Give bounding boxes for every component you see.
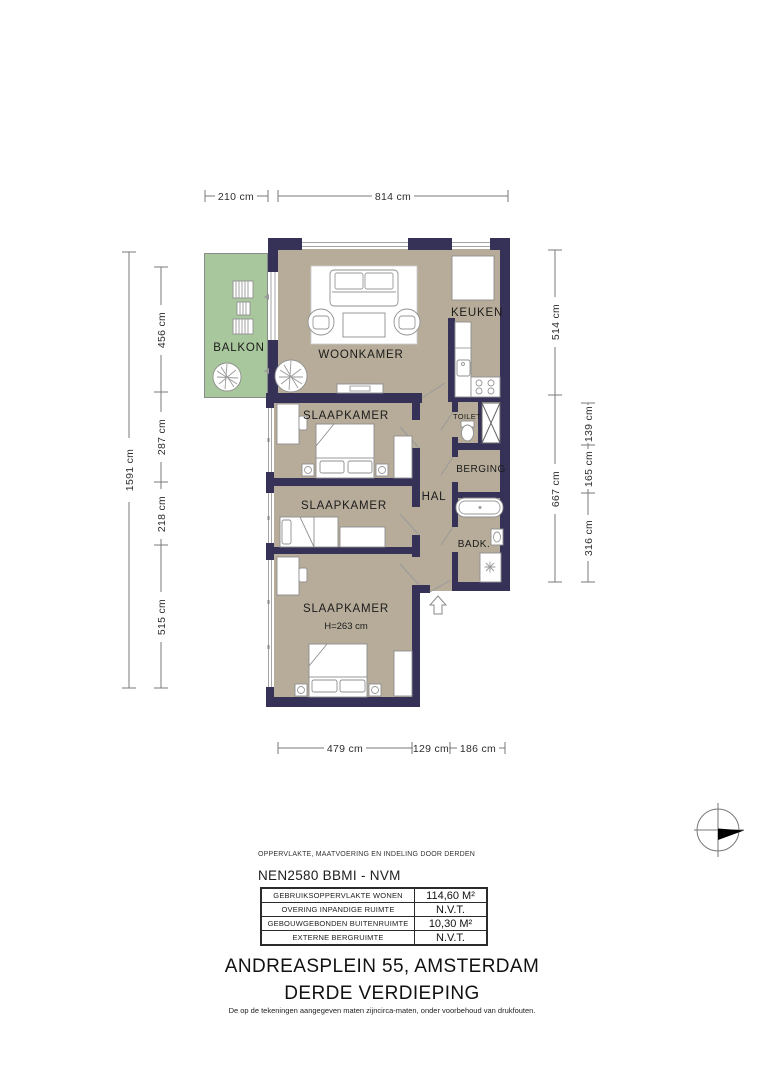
room-label-toilet: TOILET (453, 412, 481, 421)
plant-icon (213, 363, 241, 391)
svg-text:186 cm: 186 cm (459, 743, 497, 755)
nightstand (295, 684, 307, 696)
lounge-chair (233, 281, 253, 298)
room-label-hal: HAL (421, 491, 447, 503)
svg-text:814 cm: 814 cm (374, 191, 412, 203)
window-bedroom2 (266, 493, 274, 543)
svg-text:165 cm: 165 cm (583, 450, 595, 488)
toilet-icon (461, 421, 474, 441)
room-label-berging: BERGING (456, 464, 506, 475)
svg-text:456 cm: 456 cm (156, 311, 168, 349)
room-label-keuken: KEUKEN (450, 307, 504, 319)
dining-table (452, 256, 494, 300)
window-top-left (302, 239, 408, 249)
side-table (237, 302, 250, 315)
tv-sideboard (337, 384, 383, 393)
svg-text:667 cm: 667 cm (550, 470, 562, 508)
north-arrow (718, 829, 744, 841)
dim-top-210 (205, 189, 268, 203)
dim-top-814 (278, 189, 508, 203)
svg-text:514 cm: 514 cm (550, 303, 562, 341)
nightstand (376, 464, 388, 476)
lounge-chair (233, 319, 253, 334)
armchair (394, 309, 420, 335)
area-value: N.V.T. (415, 903, 487, 917)
washbasin-icon (491, 529, 503, 545)
entry-arrow-icon (430, 596, 446, 614)
area-value: N.V.T. (415, 931, 487, 946)
room-label-woonkamer: WOONKAMER (318, 349, 404, 361)
area-value: 10,30 M² (415, 917, 487, 931)
nen-standard-heading: NEN2580 BBMI - NVM (258, 868, 401, 883)
nightstand (302, 464, 314, 476)
armchair (308, 309, 334, 335)
svg-text:1591 cm: 1591 cm (124, 448, 136, 492)
svg-text:515 cm: 515 cm (156, 598, 168, 636)
single-bed (280, 517, 338, 547)
table-row (261, 888, 487, 903)
floor-title: DERDE VERDIEPING (284, 983, 480, 1004)
room-label-slaapkamer3: SLAAPKAMER (303, 603, 389, 615)
stove-icon (471, 377, 500, 397)
coffee-table (343, 313, 385, 337)
nightstand (369, 684, 381, 696)
dim-right-outer (548, 250, 562, 582)
double-bed (316, 424, 374, 478)
dim-left-outer (122, 252, 136, 688)
area-label: EXTERNE BERGRUIMTE (261, 931, 415, 946)
dim-left-inner (154, 267, 168, 688)
room-label-balkon: BALKON (213, 342, 265, 354)
shaft (482, 403, 500, 443)
area-value: 114,60 M² (415, 888, 487, 903)
window-top-right (452, 239, 490, 249)
table-row (261, 931, 487, 946)
area-table (260, 887, 488, 946)
double-bed (309, 644, 367, 697)
shower-icon (480, 553, 501, 582)
address-title: ANDREASPLEIN 55, AMSTERDAM (224, 956, 540, 977)
table-row (261, 917, 487, 931)
kitchen-counter (455, 322, 471, 397)
svg-text:210 cm: 210 cm (217, 191, 255, 203)
room-label-badkamer: BADK. (457, 539, 491, 550)
wardrobe (394, 436, 412, 478)
dim-right-inner (581, 403, 595, 582)
area-label: GEBOUWGEBONDEN BUITENRUIMTE (261, 917, 415, 931)
svg-text:139 cm: 139 cm (583, 405, 595, 443)
svg-text:479 cm: 479 cm (326, 743, 364, 755)
wardrobe (394, 651, 412, 696)
svg-text:218 cm: 218 cm (156, 495, 168, 533)
room-label-slaapkamer2: SLAAPKAMER (301, 500, 387, 512)
room-label-slaapkamer1: SLAAPKAMER (303, 410, 389, 422)
room-height-label: H=263 cm (324, 621, 368, 632)
compass-icon (694, 803, 744, 857)
source-note: OPPERVLAKTE, MAATVOERING EN INDELING DOOR DERDEN (258, 851, 476, 858)
cabinet (340, 527, 385, 547)
area-label: OVERING INPANDIGE RUIMTE (261, 903, 415, 917)
svg-text:287 cm: 287 cm (156, 418, 168, 456)
disclaimer-text: De op de tekeningen aangegeven maten zijncirca-maten, onder voorbehoud van drukfouten. (228, 1006, 536, 1015)
window-bedroom1 (266, 408, 274, 472)
svg-text:316 cm: 316 cm (583, 519, 595, 557)
table-row (261, 903, 487, 917)
plant-icon (275, 360, 307, 392)
dim-bottom (278, 741, 505, 755)
window-bedroom3 (266, 560, 274, 687)
sofa (330, 270, 398, 306)
bathtub-icon (456, 498, 503, 517)
svg-text:129 cm: 129 cm (412, 743, 450, 755)
area-label: GEBRUIKSOPPERVLAKTE WONEN (261, 888, 415, 903)
